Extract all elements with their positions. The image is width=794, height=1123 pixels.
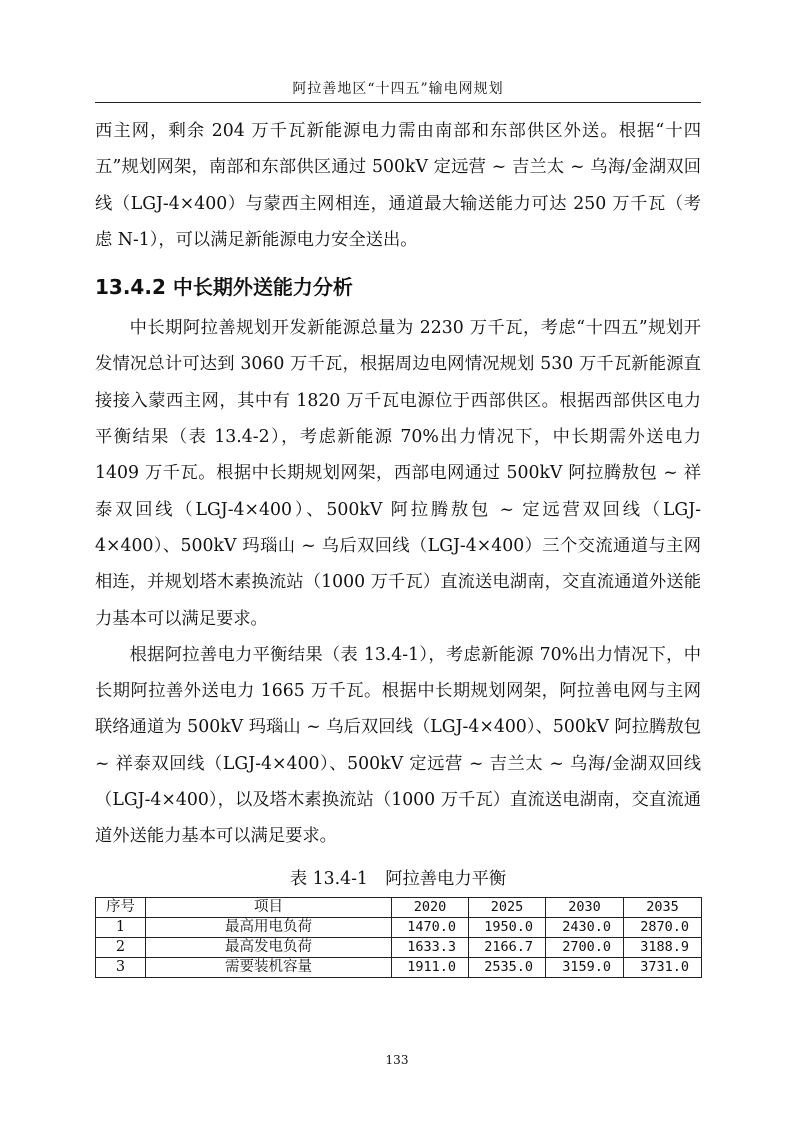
cell-item: 最高发电负荷 — [146, 937, 392, 957]
cell-item: 最高用电负荷 — [146, 917, 392, 937]
cell-value: 1950.0 — [469, 917, 546, 937]
header-cell-2035: 2035 — [624, 897, 702, 917]
cell-index: 1 — [96, 917, 146, 937]
header-cell-item: 项目 — [146, 897, 392, 917]
cell-value: 3188.9 — [624, 937, 702, 957]
page-number: 133 — [385, 1053, 409, 1067]
cell-value: 1470.0 — [392, 917, 469, 937]
page-content — [95, 113, 701, 978]
header-rule — [95, 102, 701, 103]
paragraph-west-supply: 中长期阿拉善规划开发新能源总量为 2230 万千瓦，考虑“十四五”规划开发情况总计可达到 3060 万千瓦，根据周边电网情况规划 530 万千瓦新能源直接接入蒙西主网，其中有 1820 万千瓦电源位于西部供区。根据西部供区电力平衡结果（表 13.4-2），考虑新能源 70%出力情况下，中长期需外送电力 1409 万千瓦。根据中长期规划网架，西部电网通过 500kV 阿拉腾敖包 ~ 祥泰双回线（LGJ-4×400）、500kV 阿拉腾敖包 ~ 定远营双回线（LGJ-4×400）、500kV 玛瑙山 ~ 乌后双回线（LGJ-4×400）三个交流通道与主网相连，并规划塔木素换流站（1000 万千瓦）直流送电湖南，交直流通道外送能力基本可以满足要求。 — [95, 318, 701, 629]
table-row — [96, 937, 702, 957]
cell-value: 2700.0 — [546, 937, 624, 957]
cell-value: 2166.7 — [469, 937, 546, 957]
cell-value: 3159.0 — [546, 957, 624, 977]
cell-value: 2430.0 — [546, 917, 624, 937]
cell-item: 需要装机容量 — [146, 957, 392, 977]
cell-value: 2535.0 — [469, 957, 546, 977]
cell-index: 3 — [96, 957, 146, 977]
header-title: 阿拉善地区“十四五”输电网规划 — [292, 81, 504, 97]
header-cell-2025: 2025 — [469, 897, 546, 917]
cell-value: 1633.3 — [392, 937, 469, 957]
paragraph-continued: 西主网，剩余 204 万千瓦新能源电力需由南部和东部供区外送。根据“十四五”规划网架，南部和东部供区通过 500kV 定远营 ~ 吉兰太 ~ 乌海/金湖双回线（LGJ-4×400）与蒙西主网相连，通道最大输送能力可达 250 万千瓦（考虑 N-1），可以满足新能源电力安全送出。 — [95, 121, 701, 250]
cell-value: 2870.0 — [624, 917, 702, 937]
paragraph-alxa-balance: 根据阿拉善电力平衡结果（表 13.4-1），考虑新能源 70%出力情况下，中长期阿拉善外送电力 1665 万千瓦。根据中长期规划网架，阿拉善电网与主网联络通道为 500kV 玛瑙山 ~ 乌后双回线（LGJ-4×400）、500kV 阿拉腾敖包 ~ 祥泰双回线（LGJ-4×400）、500kV 定远营 ~ 吉兰太 ~ 乌海/金湖双回线（LGJ-4×400），以及塔木素换流站（1000 万千瓦）直流送电湖南，交直流通道外送能力基本可以满足要求。 — [95, 644, 701, 847]
table-row — [96, 957, 702, 977]
table-header-row — [96, 897, 702, 917]
table-caption: 表 13.4-1 阿拉善电力平衡 — [289, 868, 507, 889]
header-cell-index: 序号 — [96, 897, 146, 917]
cell-value: 1911.0 — [392, 957, 469, 977]
header-cell-2020: 2020 — [392, 897, 469, 917]
header-cell-2030: 2030 — [546, 897, 624, 917]
cell-value: 3731.0 — [624, 957, 702, 977]
section-heading: 13.4.2 中长期外送能力分析 — [95, 275, 353, 300]
power-balance-table — [95, 897, 702, 978]
table-row — [96, 917, 702, 937]
cell-index: 2 — [96, 937, 146, 957]
